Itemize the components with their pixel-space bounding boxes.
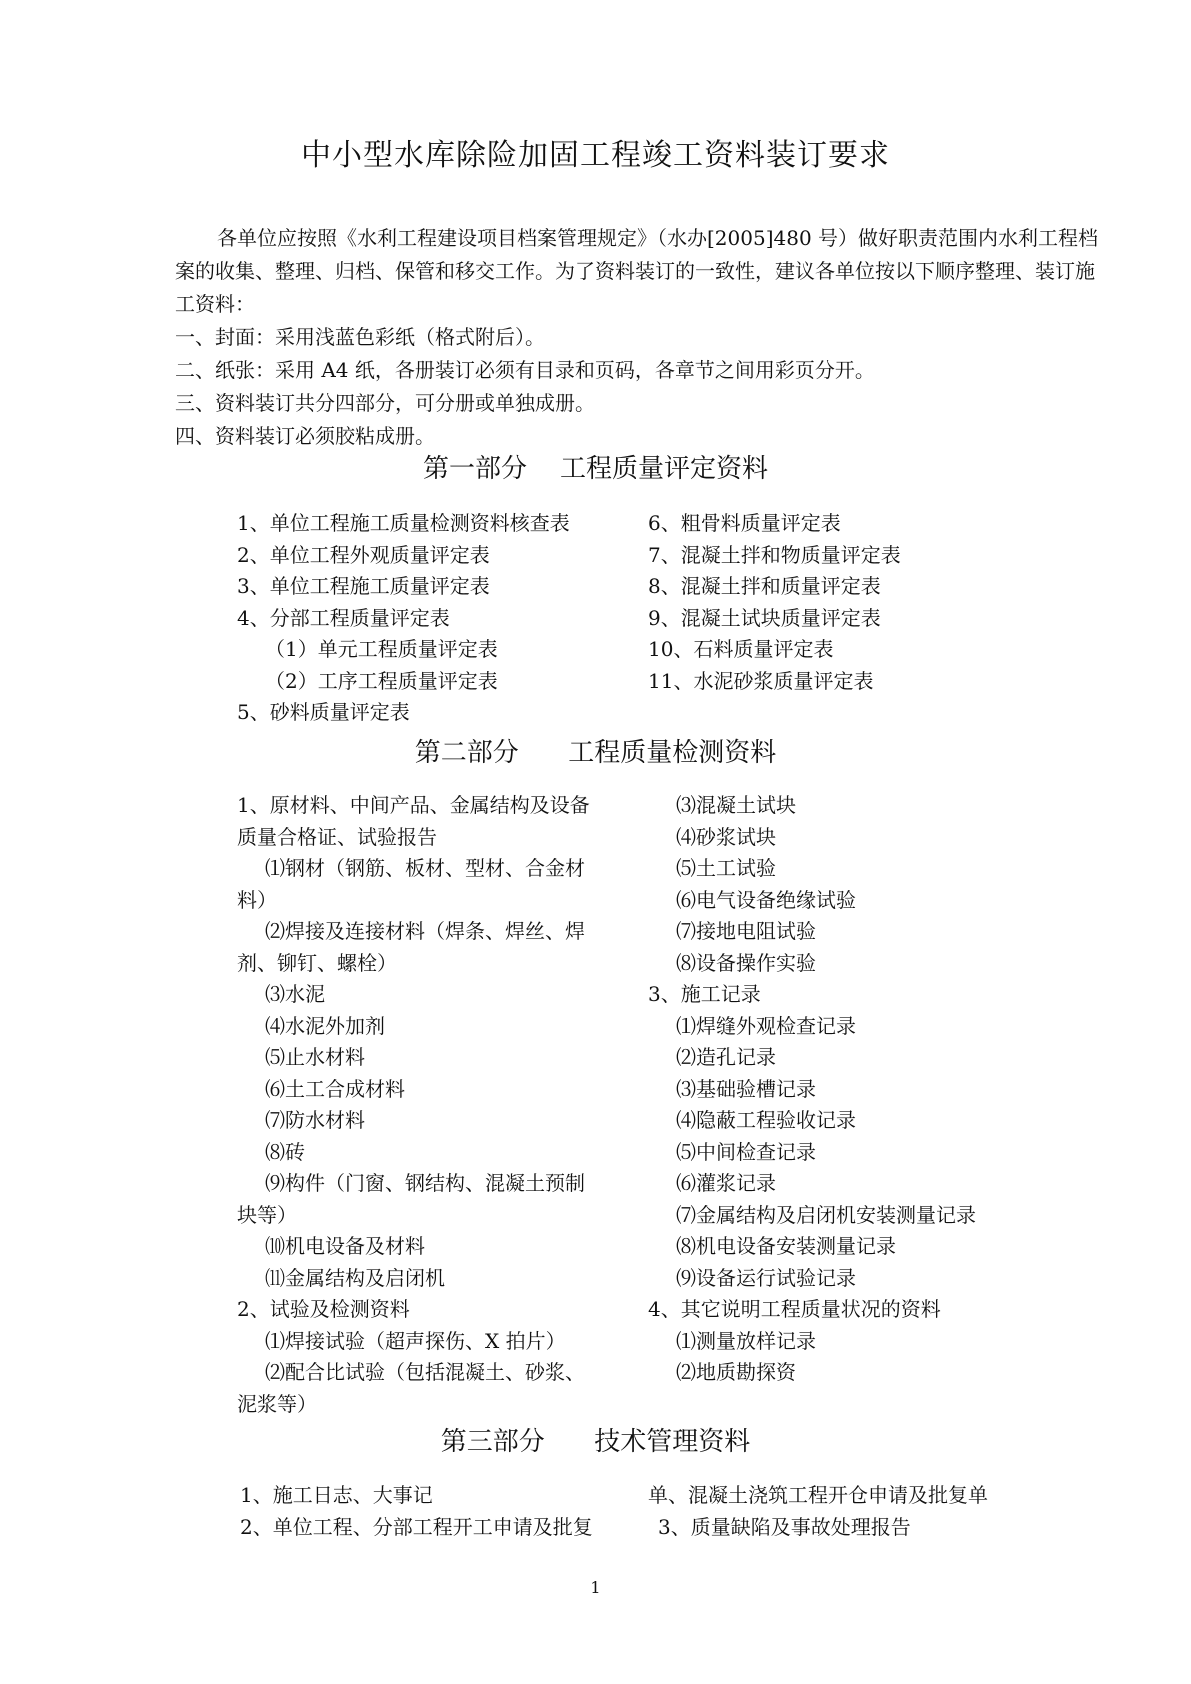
list-item: 3、质量缺陷及事故处理报告 <box>658 1514 911 1539</box>
list-item: ⑴焊缝外观检查记录 <box>676 1013 856 1038</box>
list-item: 剂、铆钉、螺栓） <box>237 950 397 975</box>
list-item: 3、施工记录 <box>648 982 761 1006</box>
list-item: ⑵地质勘探资 <box>676 1360 796 1384</box>
list-item: ⑴测量放样记录 <box>676 1328 816 1353</box>
intro-item: 四、资料装订必须胶粘成册。 <box>175 424 435 448</box>
list-item: 2、试验及检测资料 <box>237 1297 410 1321</box>
list-item: ⑸止水材料 <box>265 1045 365 1069</box>
part3-right-list <box>648 1480 988 1543</box>
intro-item: 二、纸张：采用 A4 纸，各册装订必须有目录和页码，各章节之间用彩页分开。 <box>175 358 875 382</box>
list-item: （1）单元工程质量评定表 <box>265 637 498 661</box>
list-item: 1、施工日志、大事记 <box>240 1483 433 1507</box>
intro-item: 一、封面：采用浅蓝色彩纸（格式附后）。 <box>175 325 545 349</box>
part1-right-list <box>648 508 901 697</box>
list-item: ⑺金属结构及启闭机安装测量记录 <box>676 1202 976 1227</box>
list-item: ⑴焊接试验（超声探伤、X 拍片） <box>265 1328 566 1353</box>
list-item: ⑺接地电阻试验 <box>676 919 816 943</box>
list-item: 4、其它说明工程质量状况的资料 <box>648 1297 941 1321</box>
list-item: ⑶基础验槽记录 <box>676 1076 816 1101</box>
part1-left-list <box>237 508 570 729</box>
list-item: 质量合格证、试验报告 <box>237 824 437 849</box>
part2-heading-num: 第二部分 <box>414 738 519 768</box>
part2-right-list <box>648 790 976 1389</box>
intro-item: 三、资料装订共分四部分，可分册或单独成册。 <box>175 391 595 415</box>
list-item: ⑷水泥外加剂 <box>265 1013 385 1038</box>
page-number: 1 <box>590 1578 601 1597</box>
intro-paragraph: 各单位应按照《水利工程建设项目档案管理规定》（水办[2005]480 号）做好职责范围内水利工程档案的收集、整理、归档、保管和移交工作。为了资料装订的一致性，建议各单位按以下顺序整理、装订施工资料： <box>175 226 1099 316</box>
list-item: 2、单位工程外观质量评定表 <box>237 542 490 567</box>
list-item: ⑵焊接及连接材料（焊条、焊丝、焊 <box>265 919 585 943</box>
list-item: 7、混凝土拌和物质量评定表 <box>648 542 901 567</box>
list-item: ⑶水泥 <box>265 982 325 1006</box>
list-item: ⑵配合比试验（包括混凝土、砂浆、 <box>265 1360 585 1384</box>
list-item: ⑼设备运行试验记录 <box>676 1265 856 1290</box>
intro-section <box>175 222 1105 453</box>
list-item: ⑵造孔记录 <box>676 1045 776 1069</box>
list-item: ⑶混凝土试块 <box>676 793 796 817</box>
part3-heading-num: 第三部分 <box>440 1427 545 1457</box>
list-item: ⑽机电设备及材料 <box>265 1234 425 1258</box>
list-item: ⑴钢材（钢筋、板材、型材、合金材 <box>265 856 585 880</box>
list-item: ⑻砖 <box>265 1139 305 1164</box>
list-item: 料） <box>237 887 277 912</box>
list-item: 单、混凝土浇筑工程开仓申请及批复单 <box>648 1483 988 1507</box>
part3-left-list <box>240 1480 593 1543</box>
list-item: ⑹土工合成材料 <box>265 1076 405 1101</box>
list-item: 2、单位工程、分部工程开工申请及批复 <box>240 1514 593 1539</box>
part2-left-list <box>237 790 590 1420</box>
part2-heading-title: 工程质量检测资料 <box>568 738 777 768</box>
list-item: 6、粗骨料质量评定表 <box>648 511 841 535</box>
list-item: ⑾金属结构及启闭机 <box>265 1265 445 1290</box>
part1-heading-title: 工程质量评定资料 <box>560 454 769 484</box>
list-item: 5、砂料质量评定表 <box>237 700 410 724</box>
list-item: 1、单位工程施工质量检测资料核查表 <box>237 511 570 535</box>
list-item: 8、混凝土拌和质量评定表 <box>648 574 881 598</box>
list-item: ⑸中间检查记录 <box>676 1139 816 1164</box>
part1-heading <box>0 452 1191 486</box>
part3-heading <box>0 1425 1191 1459</box>
list-item: 9、混凝土试块质量评定表 <box>648 605 881 630</box>
list-item: 块等） <box>237 1202 297 1227</box>
list-item: ⑹电气设备绝缘试验 <box>676 887 856 912</box>
document-title: 中小型水库除险加固工程竣工资料装订要求 <box>301 138 890 173</box>
list-item: ⑺防水材料 <box>265 1108 365 1132</box>
list-item: ⑻机电设备安装测量记录 <box>676 1234 896 1258</box>
list-item: （2）工序工程质量评定表 <box>265 668 498 693</box>
list-item: ⑷砂浆试块 <box>676 824 776 849</box>
list-item: ⑹灌浆记录 <box>676 1171 776 1195</box>
list-item: 泥浆等） <box>237 1391 317 1416</box>
list-item: 10、石料质量评定表 <box>648 637 834 661</box>
list-item: 4、分部工程质量评定表 <box>237 605 450 630</box>
part2-heading <box>0 736 1191 770</box>
list-item: ⑸土工试验 <box>676 856 776 880</box>
list-item: ⑼构件（门窗、钢结构、混凝土预制 <box>265 1171 585 1195</box>
part1-heading-num: 第一部分 <box>422 454 527 484</box>
list-item: 3、单位工程施工质量评定表 <box>237 574 490 598</box>
part3-heading-title: 技术管理资料 <box>594 1427 751 1457</box>
list-item: 1、原材料、中间产品、金属结构及设备 <box>237 793 590 817</box>
list-item: ⑷隐蔽工程验收记录 <box>676 1108 856 1132</box>
list-item: 11、水泥砂浆质量评定表 <box>648 668 874 693</box>
list-item: ⑻设备操作实验 <box>676 950 816 975</box>
